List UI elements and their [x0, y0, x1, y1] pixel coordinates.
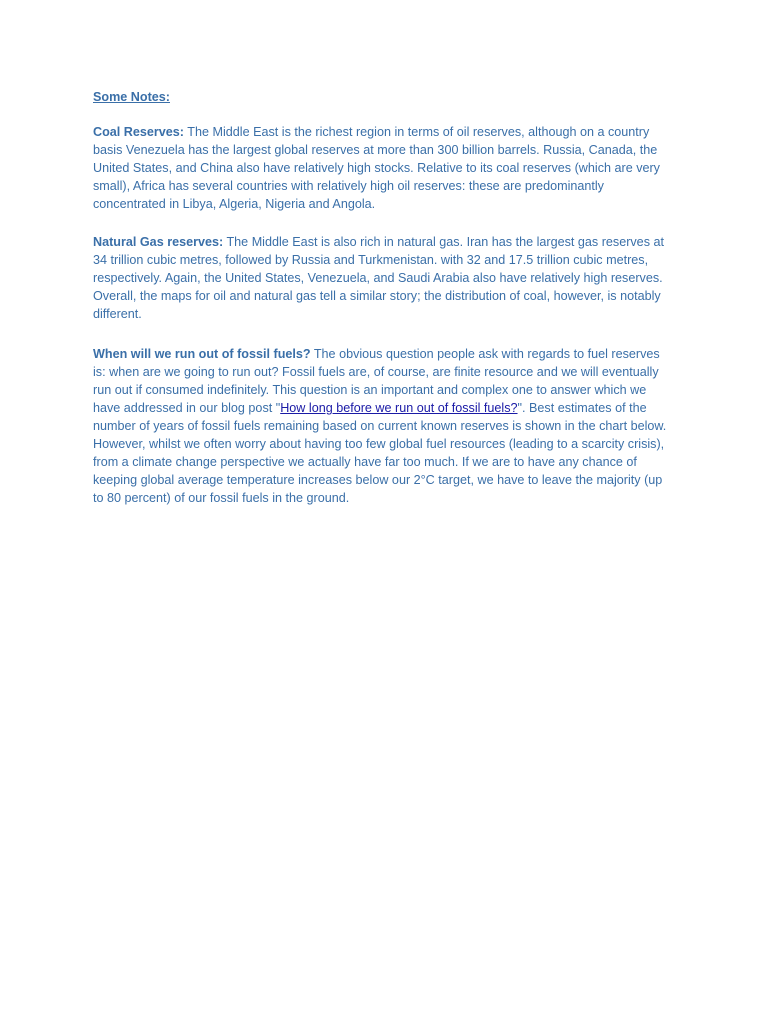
natural-gas-paragraph: [93, 233, 675, 323]
notes-heading: Some Notes:: [93, 90, 170, 104]
blog-post-link[interactable]: How long before we run out of fossil fuels?: [280, 401, 518, 415]
coal-reserves-paragraph: [93, 123, 675, 213]
natural-gas-text: The Middle East is also rich in natural gas. Iran has the largest gas reserves at 34 trillion cubic metres, followed by Russia and Turkmenistan. with 32 and 17.5 trillion cubic metres, respectively. Again, the United States, Venezuela, and Saudi Arabia also have relatively high reserves. Overall, the maps for oil and natural gas tell a similar story; the distribution of coal, however, is notably different.: [93, 235, 664, 321]
fossil-fuels-paragraph: [93, 345, 675, 507]
coal-reserves-text: The Middle East is the richest region in terms of oil reserves, although on a country basis Venezuela has the largest global reserves at more than 300 billion barrels. Russia, Canada, the United States, and China also have relatively high stocks. Relative to its coal reserves (which are very small), Africa has several countries with relatively high oil reserves: these are predominantly concentrated in Libya, Algeria, Nigeria and Angola.: [93, 125, 660, 211]
coal-reserves-lead: Coal Reserves:: [93, 125, 185, 139]
document-page: [93, 88, 675, 507]
fossil-fuels-text-before-link: The obvious question people ask with regards to fuel reserves is: when are we going to run out? Fossil fuels are, of course, are finite resource and we will eventually run out if consumed indefinitely. This question is an important and complex one to answer which we have addressed in our blog post ": [93, 347, 660, 415]
natural-gas-lead: Natural Gas reserves:: [93, 235, 224, 249]
fossil-fuels-lead: When will we run out of fossil fuels?: [93, 347, 311, 361]
fossil-fuels-text-after-link: ". Best estimates of the number of years of fossil fuels remaining based on current known reserves is shown in the chart below. However, whilst we often worry about having too few global fuel resources (leading to a scarcity crisis), from a climate change perspective we actually have far too much. If we are to have any chance of keeping global average temperature increases below our 2°C target, we have to leave the majority (up to 80 percent) of our fossil fuels in the ground.: [93, 401, 667, 505]
